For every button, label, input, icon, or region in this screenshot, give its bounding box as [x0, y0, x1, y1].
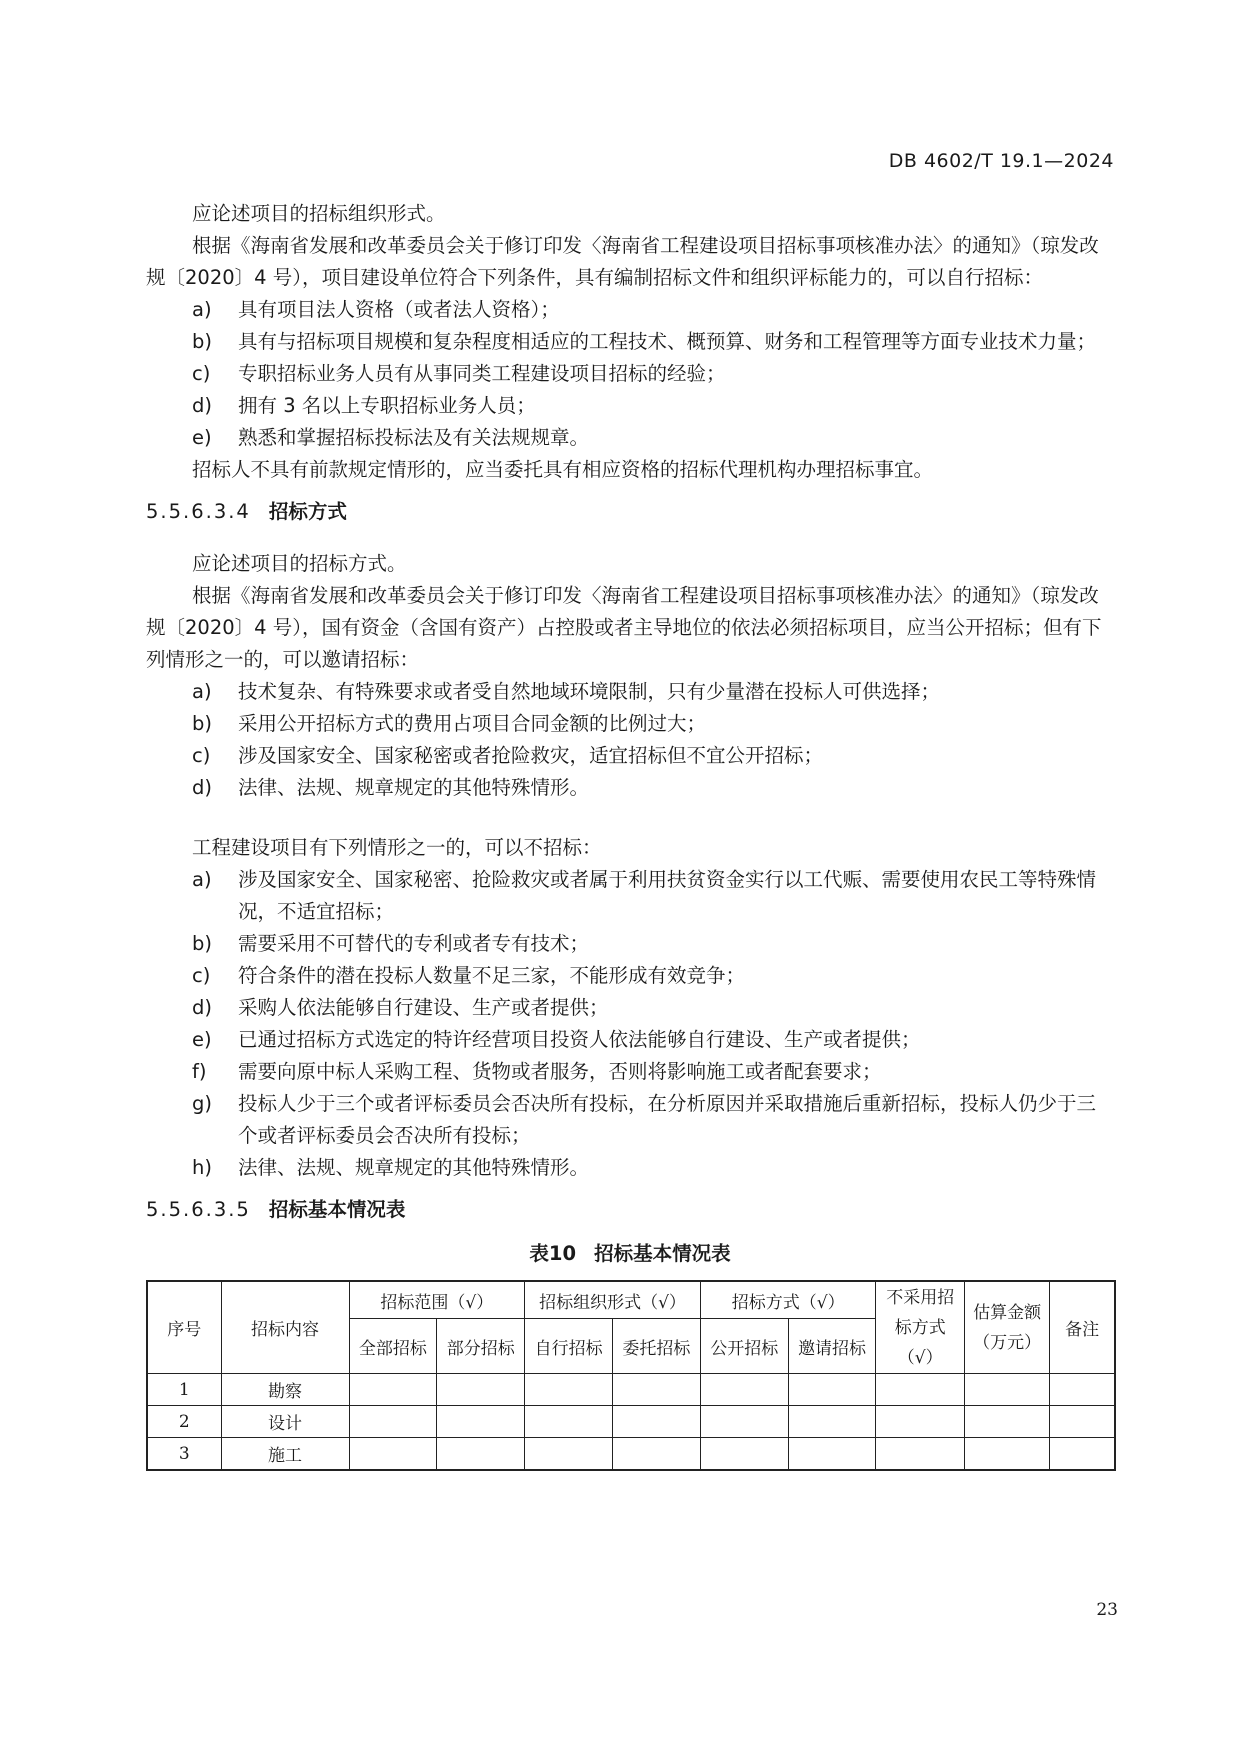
header-scope-full: 全部招标: [349, 1319, 437, 1374]
header-content: 招标内容: [221, 1281, 349, 1374]
section-number: 5.5.6.3.4: [146, 500, 251, 523]
list-text: 具有项目法人资格（或者法人资格）；: [238, 298, 560, 321]
list-item: [192, 992, 1114, 1024]
list-label: c): [192, 744, 211, 767]
cell-empty: [349, 1438, 437, 1471]
cell-empty: [788, 1438, 876, 1471]
list-item: [192, 960, 1114, 992]
list-text: 熟悉和掌握招标投标法及有关法规规章。: [238, 426, 590, 449]
cell-empty: [876, 1406, 964, 1438]
list-label: a): [192, 868, 212, 891]
header-remark: 备注: [1050, 1281, 1115, 1374]
list-text: 专职招标业务人员有从事同类工程建设项目招标的经验；: [238, 362, 726, 385]
header-scope-part: 部分招标: [437, 1319, 525, 1374]
list-text: 需要向原中标人采购工程、货物或者服务，否则将影响施工或者配套要求；: [238, 1060, 882, 1083]
list-label: f): [192, 1060, 207, 1083]
list-text: 法律、法规、规章规定的其他特殊情形。: [238, 1156, 590, 1179]
list-item: [192, 928, 1114, 960]
section-heading-method: [146, 496, 1114, 528]
invite-conditions-list: [146, 676, 1114, 804]
list-item: [192, 358, 1114, 390]
cell-empty: [525, 1438, 613, 1471]
cell-empty: [1050, 1438, 1115, 1471]
cell-content: 设计: [221, 1406, 349, 1438]
table-row: [147, 1438, 1115, 1471]
header-scope: 招标范围（√）: [349, 1281, 525, 1319]
cell-empty: [788, 1406, 876, 1438]
cell-empty: [525, 1406, 613, 1438]
org-conditions-list: [146, 294, 1114, 454]
list-text: 已通过招标方式选定的特许经营项目投资人依法能够自行建设、生产或者提供；: [238, 1028, 921, 1051]
header-org-agent: 委托招标: [613, 1319, 701, 1374]
cell-empty: [700, 1406, 788, 1438]
table-row: [147, 1406, 1115, 1438]
list-text: 需要采用不可替代的专利或者专有技术；: [238, 932, 590, 955]
standard-code: DB 4602/T 19.1—2024: [888, 150, 1114, 172]
header-estimate: 估算金额（万元）: [964, 1281, 1049, 1374]
list-label: e): [192, 1028, 212, 1051]
cell-empty: [700, 1374, 788, 1406]
list-item: [192, 1152, 1114, 1184]
header-not-adopt: 不采用招标方式（√）: [876, 1281, 964, 1374]
cell-empty: [788, 1374, 876, 1406]
org-closing: 招标人不具有前款规定情形的，应当委托具有相应资格的招标代理机构办理招标事宜。: [192, 458, 934, 481]
list-label: d): [192, 776, 212, 799]
table-row: [147, 1374, 1115, 1406]
cell-empty: [613, 1406, 701, 1438]
cell-content: 施工: [221, 1438, 349, 1471]
list-label: a): [192, 680, 212, 703]
section-number: 5.5.6.3.5: [146, 1198, 251, 1221]
table-caption-title: 招标基本情况表: [594, 1242, 731, 1265]
cell-empty: [964, 1438, 1049, 1471]
list-item: [192, 422, 1114, 454]
spacer: [146, 804, 1114, 832]
page-content: [146, 198, 1114, 1471]
list-text: 拥有 3 名以上专职招标业务人员；: [238, 394, 536, 417]
cell-seq: 1: [147, 1374, 221, 1406]
cell-empty: [437, 1406, 525, 1438]
table-caption: [146, 1238, 1114, 1270]
list-label: a): [192, 298, 212, 321]
list-text: 具有与招标项目规模和复杂程度相适应的工程技术、概预算、财务和工程管理等方面专业技术力量；: [238, 330, 1097, 353]
list-label: c): [192, 362, 211, 385]
list-label: d): [192, 996, 212, 1019]
cell-empty: [437, 1438, 525, 1471]
no-bid-conditions-list: [146, 864, 1114, 1184]
cell-empty: [525, 1374, 613, 1406]
org-basis: 根据《海南省发展和改革委员会关于修订印发〈海南省工程建设项目招标事项核准办法〉的通知》（琼发改规〔2020〕4 号），项目建设单位符合下列条件，具有编制招标文件和组织评标能力的，可以自行招标：: [146, 234, 1099, 289]
section-title: 招标方式: [268, 500, 347, 523]
list-item: [192, 708, 1114, 740]
list-label: h): [192, 1156, 212, 1179]
cell-empty: [964, 1374, 1049, 1406]
cell-empty: [349, 1374, 437, 1406]
list-item: [192, 294, 1114, 326]
method-basis: 根据《海南省发展和改革委员会关于修订印发〈海南省工程建设项目招标事项核准办法〉的通知》（琼发改规〔2020〕4 号），国有资金（含国有资产）占控股或者主导地位的依法必须招标项目，应当公开招标；但有下列情形之一的，可以邀请招标：: [146, 584, 1102, 671]
cell-empty: [964, 1406, 1049, 1438]
list-label: b): [192, 712, 212, 735]
list-label: g): [192, 1092, 212, 1115]
list-text: 符合条件的潜在投标人数量不足三家，不能形成有效竞争；: [238, 964, 746, 987]
list-item: [192, 326, 1114, 358]
list-item: [192, 740, 1114, 772]
list-label: d): [192, 394, 212, 417]
no-bid-intro: 工程建设项目有下列情形之一的，可以不招标：: [192, 836, 602, 859]
page-number: 23: [1096, 1600, 1118, 1620]
list-text: 技术复杂、有特殊要求或者受自然地域环境限制，只有少量潜在投标人可供选择；: [238, 680, 941, 703]
list-item: [192, 1056, 1114, 1088]
list-label: b): [192, 330, 212, 353]
list-label: e): [192, 426, 212, 449]
header-seq: 序号: [147, 1281, 221, 1374]
list-item: [192, 390, 1114, 422]
cell-empty: [1050, 1406, 1115, 1438]
header-mode-open: 公开招标: [700, 1319, 788, 1374]
header-org: 招标组织形式（√）: [525, 1281, 701, 1319]
cell-empty: [876, 1438, 964, 1471]
list-text: 涉及国家安全、国家秘密、抢险救灾或者属于利用扶贫资金实行以工代赈、需要使用农民工等特殊情况，不适宜招标；: [238, 868, 1097, 923]
header-org-self: 自行招标: [525, 1319, 613, 1374]
list-label: b): [192, 932, 212, 955]
cell-empty: [437, 1374, 525, 1406]
header-mode: 招标方式（√）: [700, 1281, 876, 1319]
list-item: [192, 864, 1114, 928]
list-item: [192, 772, 1114, 804]
table-caption-number: 表10: [529, 1242, 577, 1265]
cell-empty: [349, 1406, 437, 1438]
list-item: [192, 676, 1114, 708]
list-label: c): [192, 964, 211, 987]
cell-seq: 2: [147, 1406, 221, 1438]
section-title: 招标基本情况表: [268, 1198, 406, 1221]
cell-content: 勘察: [221, 1374, 349, 1406]
list-item: [192, 1088, 1114, 1152]
cell-empty: [613, 1374, 701, 1406]
cell-empty: [1050, 1374, 1115, 1406]
cell-empty: [876, 1374, 964, 1406]
cell-empty: [613, 1438, 701, 1471]
list-item: [192, 1024, 1114, 1056]
header-mode-invite: 邀请招标: [788, 1319, 876, 1374]
method-intro: 应论述项目的招标方式。: [192, 552, 407, 575]
list-text: 采用公开招标方式的费用占项目合同金额的比例过大；: [238, 712, 707, 735]
cell-empty: [700, 1438, 788, 1471]
list-text: 投标人少于三个或者评标委员会否决所有投标，在分析原因并采取措施后重新招标，投标人仍少于三个或者评标委员会否决所有投标；: [238, 1092, 1097, 1147]
list-text: 涉及国家安全、国家秘密或者抢险救灾，适宜招标但不宜公开招标；: [238, 744, 824, 767]
bidding-info-table: [146, 1280, 1116, 1471]
list-text: 采购人依法能够自行建设、生产或者提供；: [238, 996, 609, 1019]
list-text: 法律、法规、规章规定的其他特殊情形。: [238, 776, 590, 799]
section-heading-table: [146, 1194, 1114, 1226]
cell-seq: 3: [147, 1438, 221, 1471]
org-intro: 应论述项目的招标组织形式。: [192, 202, 446, 225]
